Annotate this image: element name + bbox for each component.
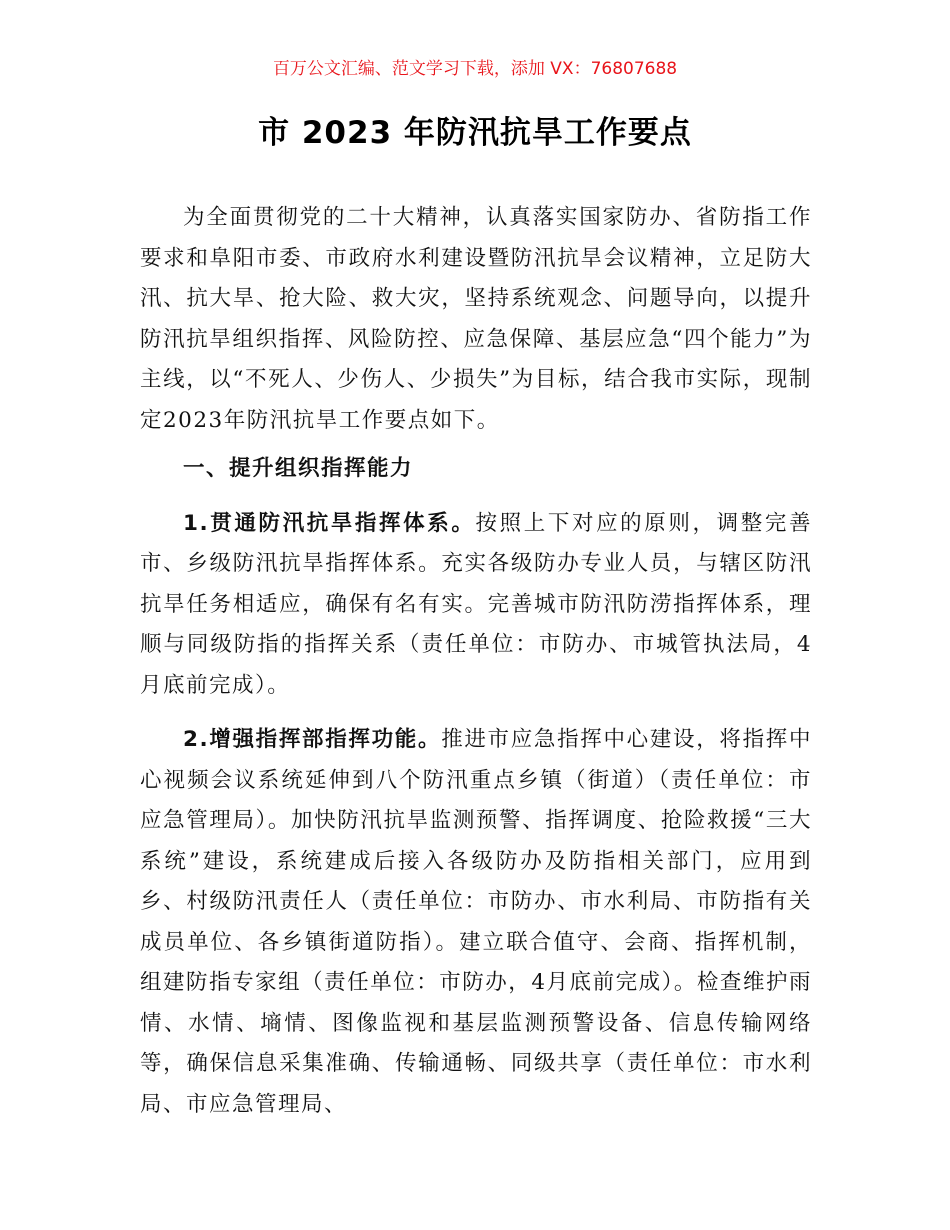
list-item xyxy=(140,504,812,707)
list-item xyxy=(140,720,812,1125)
document-body xyxy=(140,198,812,1125)
section-heading: 一、提升组织指挥能力 xyxy=(183,456,414,481)
item-text: 按照上下对应的原则，调整完善市、乡级防汛抗旱指挥体系。充实各级防办专业人员，与辖区防汛抗旱任务相适应，确保有名有实。完善城市防汛防涝指挥体系，理顺与同级防指的指挥关系（责任单位：市防办、市城管执法局，4月底前完成）。 xyxy=(140,510,812,698)
item-lead: 2.增强指挥部指挥功能。 xyxy=(183,727,442,752)
item-text: 推进市应急指挥中心建设，将指挥中心视频会议系统延伸到八个防汛重点乡镇（街道）（责任单位：市应急管理局）。加快防汛抗旱监测预警、指挥调度、抢险救援“三大系统”建设，系统建成后接入各级防办及防指相关部门，应用到乡、村级防汛责任人（责任单位：市防办、市水利局、市防指有关成员单位、各乡镇街道防指）。建立联合值守、会商、指挥机制，组建防指专家组（责任单位：市防办，4月底前完成）。检查维护雨情、水情、墒情、图像监视和基层监测预警设备、信息传输网络等，确保信息采集准确、传输通畅、同级共享（责任单位：市水利局、市应急管理局、 xyxy=(140,727,812,1117)
intro-paragraph: 为全面贯彻党的二十大精神，认真落实国家防办、省防指工作要求和阜阳市委、市政府水利建设暨防汛抗旱会议精神，立足防大汛、抗大旱、抢大险、救大灾，坚持系统观念、问题导向，以提升防汛抗旱组织指挥、风险防控、应急保障、基层应急“四个能力”为主线，以“不死人、少伤人、少损失”为目标，结合我市实际，现制定2023年防汛抗旱工作要点如下。 xyxy=(140,205,812,433)
document-title: 市 2023 年防汛抗旱工作要点 xyxy=(258,115,692,151)
item-lead: 1.贯通防汛抗旱指挥体系。 xyxy=(183,510,476,536)
header-banner: 百万公文汇编、范文学习下载，添加 VX：76807688 xyxy=(272,59,678,79)
